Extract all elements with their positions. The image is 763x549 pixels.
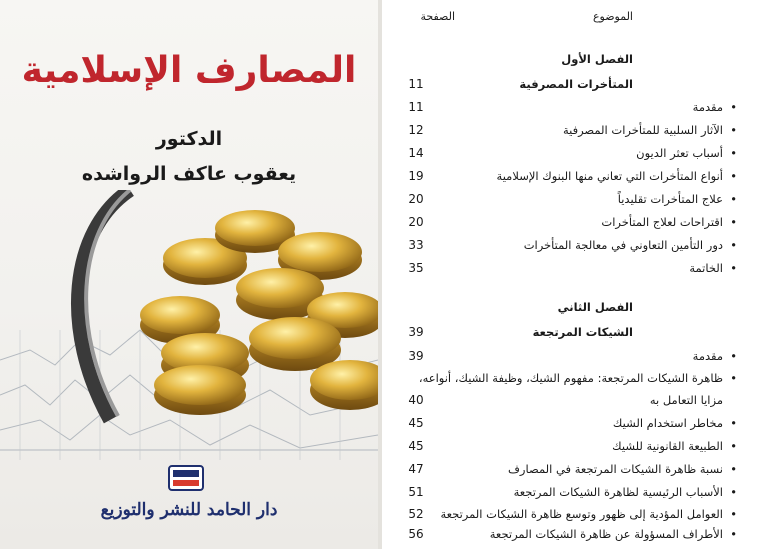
toc-entry: [382, 371, 763, 393]
page-number: 20: [408, 192, 424, 206]
toc-entry: [382, 439, 763, 461]
page-number: 47: [408, 462, 424, 476]
page-number: 39: [408, 349, 424, 363]
book-cover: [0, 0, 378, 549]
toc-entry: [382, 215, 763, 237]
entry-text: • الأطراف المسؤولة عن ظاهرة الشيكات المرتجعة: [490, 527, 723, 541]
toc-entry: [382, 100, 763, 122]
toc-header-topic: الموضوع: [592, 10, 633, 23]
toc-entry: [382, 485, 763, 507]
entry-text: • مقدمة: [693, 100, 723, 114]
entry-text: • أنواع المتأخرات التي تعاني منها البنوك الإسلامية: [497, 169, 723, 183]
author-name: يعقوب عاكف الرواشده: [81, 163, 297, 185]
page-number: 39: [408, 325, 424, 339]
page-number: 56: [408, 527, 424, 541]
entry-text: • الآثار السلبية للمتأخرات المصرفية: [563, 123, 723, 137]
entry-text: • مخاطر استخدام الشيك: [613, 416, 723, 430]
toc-entry: [382, 146, 763, 168]
entry-text: • أسباب تعثر الديون: [636, 146, 723, 160]
entry-text: • اقتراحات لعلاج المتأخرات: [601, 215, 723, 229]
page-number: 19: [408, 169, 424, 183]
page-number: 40: [408, 393, 424, 407]
toc-entry: [382, 192, 763, 214]
page-number: 14: [408, 146, 424, 160]
author-degree: الدكتور: [155, 128, 223, 150]
page-number: 20: [408, 215, 424, 229]
page-number: 12: [408, 123, 424, 137]
entry-text: • الطبيعة القانونية للشيك: [612, 439, 723, 453]
entry-text: • نسبة ظاهرة الشيكات المرتجعة في المصارف: [508, 462, 723, 476]
chapter-title-row: [382, 77, 763, 99]
table-of-contents: [382, 0, 763, 549]
chapter-1-title: المتأخرات المصرفية: [519, 77, 633, 91]
entry-text: • ظاهرة الشيكات المرتجعة: مفهوم الشيك، وظيفة الشيك، أنواعه،: [419, 371, 723, 385]
toc-entry: [382, 238, 763, 260]
toc-header-page: الصفحة: [420, 10, 455, 23]
toc-entry: [382, 261, 763, 283]
chapter-title-row: [382, 325, 763, 347]
toc-entry-continuation: [382, 393, 763, 415]
chapter-1-label: الفصل الأول: [561, 52, 633, 66]
page-number: 11: [408, 100, 424, 114]
chapter-2-title: الشيكات المرتجعة: [532, 325, 633, 339]
publisher-name: دار الحامد للنشر والتوزيع: [100, 500, 278, 520]
toc-entry: [382, 416, 763, 438]
entry-text: • الخاتمة: [689, 261, 723, 275]
book-title: المصارف الإسلامية: [21, 50, 357, 91]
page-number: 45: [408, 439, 424, 453]
entry-text: • علاج المتأخرات تقليدياً: [618, 192, 723, 206]
chapter-label: [382, 52, 763, 74]
chapter-label: [382, 300, 763, 322]
page-number: 52: [408, 507, 424, 521]
entry-text: مزايا التعامل به: [649, 393, 723, 407]
entry-text: • مقدمة: [693, 349, 723, 363]
toc-entry: [382, 527, 763, 549]
entry-text: • العوامل المؤدية إلى ظهور وتوسع ظاهرة الشيكات المرتجعة: [440, 507, 723, 521]
page-number: 35: [408, 261, 424, 275]
page-number: 51: [408, 485, 424, 499]
entry-text: • الأسباب الرئيسية لظاهرة الشيكات المرتجعة: [514, 485, 723, 499]
toc-entry: [382, 169, 763, 191]
coins-illustration: [0, 190, 378, 470]
entry-text: • دور التأمين التعاوني في معالجة المتأخرات: [524, 238, 723, 252]
toc-entry: [382, 507, 763, 529]
chapter-2-label: الفصل الثاني: [557, 300, 633, 314]
toc-entry: [382, 349, 763, 371]
page-number: 11: [408, 77, 424, 91]
page-number: 45: [408, 416, 424, 430]
publisher-logo: [168, 465, 204, 491]
toc-entry: [382, 462, 763, 484]
toc-entry: [382, 123, 763, 145]
page-number: 33: [408, 238, 424, 252]
